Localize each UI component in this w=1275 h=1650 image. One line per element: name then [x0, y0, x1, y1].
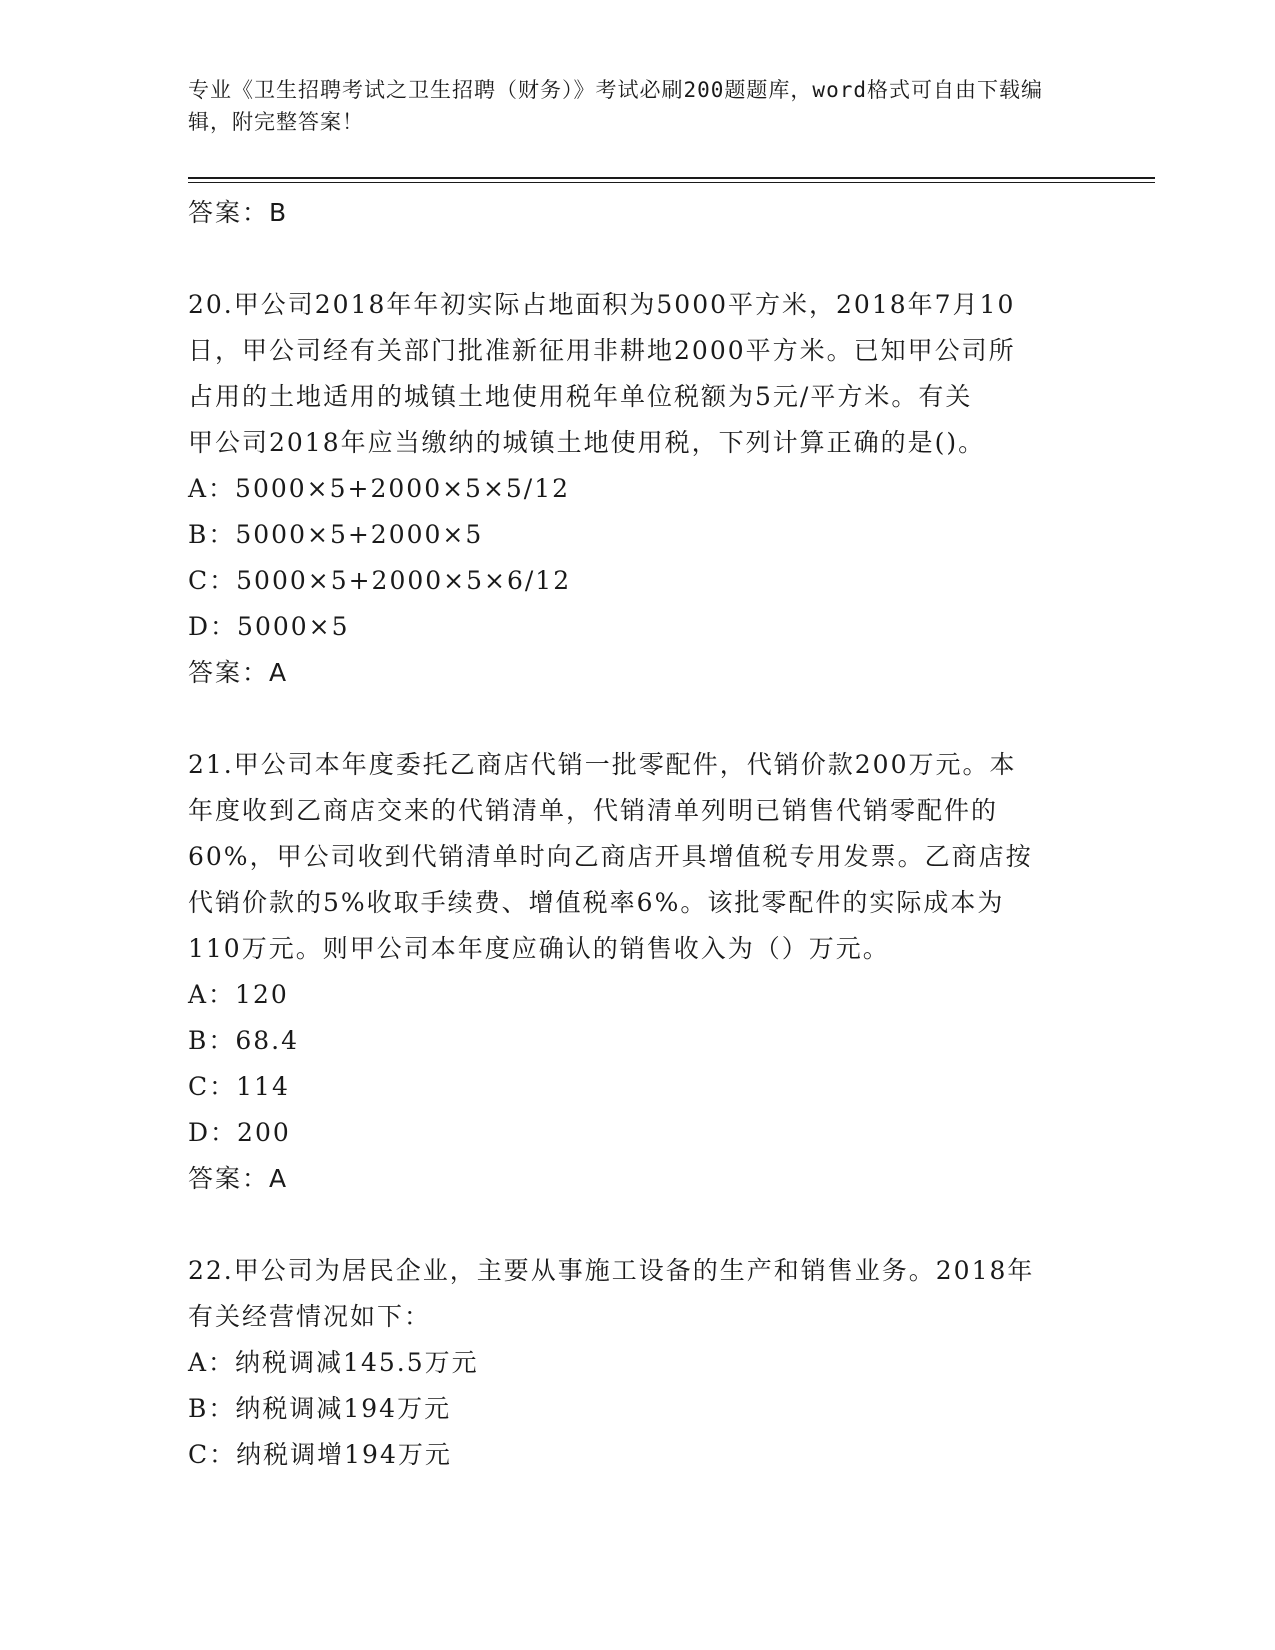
- spacer: [188, 696, 1088, 742]
- option-c: C：114: [188, 1072, 290, 1101]
- option-a: A：纳税调减145.5万元: [188, 1348, 479, 1377]
- question-text-line: 代销价款的5%收取手续费、增值税率6%。该批零配件的实际成本为: [188, 888, 1005, 917]
- document-content: [188, 190, 1088, 1478]
- option-a: A：5000×5+2000×5×5/12: [188, 474, 571, 503]
- header-divider-thin: [188, 182, 1155, 183]
- answer-line: 答案：A: [188, 1164, 289, 1193]
- question-text-line: 21.甲公司本年度委托乙商店代销一批零配件，代销价款200万元。本: [188, 750, 1017, 779]
- answer-line: 答案：A: [188, 658, 289, 687]
- option-c: C：纳税调增194万元: [188, 1440, 452, 1469]
- document-header: 专业《卫生招聘考试之卫生招聘（财务）》考试必刷200题题库，word格式可自由下载编辑，附完整答案！: [188, 78, 1043, 134]
- spacer: [188, 236, 1088, 282]
- option-b: B：5000×5+2000×5: [188, 520, 484, 549]
- question-22: [188, 1248, 1088, 1478]
- spacer: [188, 1202, 1088, 1248]
- question-text-line: 年度收到乙商店交来的代销清单，代销清单列明已销售代销零配件的: [188, 796, 999, 825]
- question-text-line: 110万元。则甲公司本年度应确认的销售收入为（）万元。: [188, 934, 890, 963]
- question-text-line: 60%，甲公司收到代销清单时向乙商店开具增值税专用发票。乙商店按: [188, 842, 1033, 871]
- question-21: [188, 742, 1088, 1202]
- option-a: A：120: [188, 980, 289, 1009]
- option-c: C：5000×5+2000×5×6/12: [188, 566, 572, 595]
- question-text-line: 占用的土地适用的城镇土地使用税年单位税额为5元/平方米。有关: [188, 382, 973, 411]
- question-20: [188, 282, 1088, 696]
- question-text-line: 日，甲公司经有关部门批准新征用非耕地2000平方米。已知甲公司所: [188, 336, 1016, 365]
- question-text-line: 20.甲公司2018年年初实际占地面积为5000平方米，2018年7月10: [188, 290, 1016, 319]
- question-text-line: 22.甲公司为居民企业，主要从事施工设备的生产和销售业务。2018年: [188, 1256, 1035, 1285]
- option-d: D：200: [188, 1118, 291, 1147]
- option-b: B：纳税调减194万元: [188, 1394, 452, 1423]
- answer-line: 答案：B: [188, 198, 289, 227]
- header-divider-thick: [188, 177, 1155, 179]
- option-b: B：68.4: [188, 1026, 300, 1055]
- question-text-line: 有关经营情况如下：: [188, 1302, 432, 1331]
- option-d: D：5000×5: [188, 612, 350, 641]
- question-text-line: 甲公司2018年应当缴纳的城镇土地使用税，下列计算正确的是()。: [188, 428, 986, 457]
